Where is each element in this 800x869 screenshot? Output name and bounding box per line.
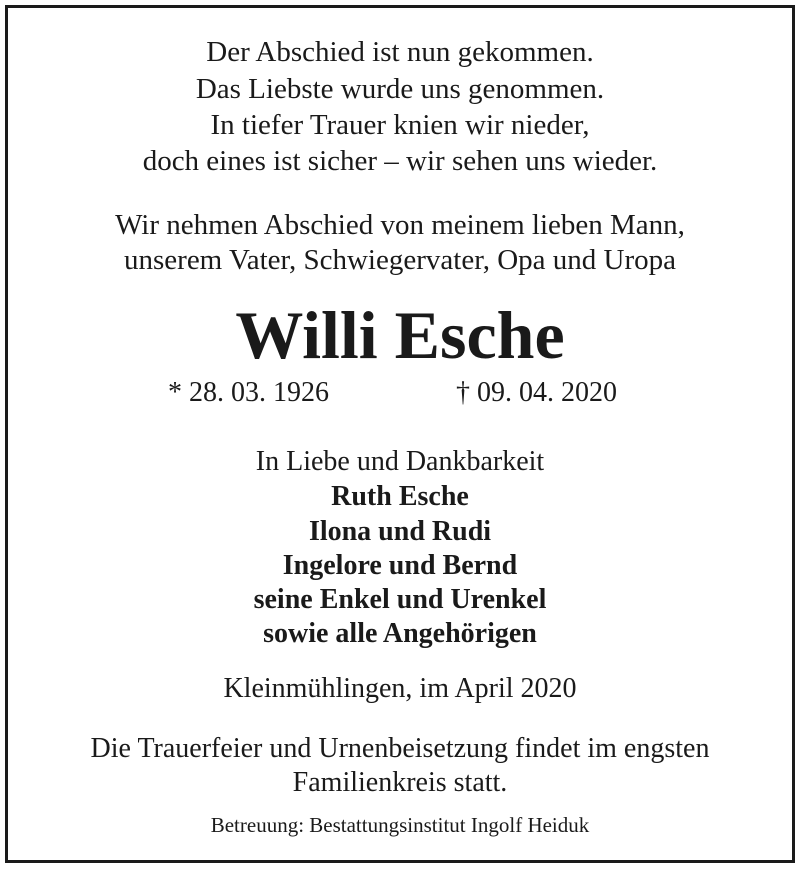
verse-line-3: In tiefer Trauer knien wir nieder, [210, 109, 590, 141]
mourner-2: Ilona und Rudi [308, 516, 492, 547]
intro-line-1: Wir nehmen Abschied von meinem lieben Mann, [115, 209, 685, 241]
place-and-date: Kleinmühlingen, im April 2020 [223, 673, 577, 704]
verse-line-4: doch eines ist sicher – wir sehen uns wieder. [142, 145, 658, 177]
mourner-5: sowie alle Angehörigen [263, 618, 537, 649]
mourner-4: seine Enkel und Urenkel [253, 584, 547, 615]
birth-date: * 28. 03. 1926 [168, 377, 329, 408]
death-date: † 09. 04. 2020 [456, 377, 617, 408]
intro-line-2: unserem Vater, Schwiegervater, Opa und Uropa [124, 244, 676, 276]
verse-line-1: Der Abschied ist nun gekommen. [206, 36, 594, 68]
obituary-frame [5, 5, 795, 863]
mourners-heading: In Liebe und Dankbarkeit [255, 446, 545, 477]
verse-line-2: Das Liebste wurde uns genommen. [195, 73, 605, 105]
funeral-notice-line-2: Familienkreis statt. [292, 767, 508, 798]
mourner-1: Ruth Esche [331, 481, 469, 512]
deceased-name: Willi Esche [235, 297, 565, 373]
funeral-care-credit: Betreuung: Bestattungsinstitut Ingolf Heiduk [210, 813, 590, 837]
mourner-3: Ingelore und Bernd [282, 550, 518, 581]
funeral-notice-line-1: Die Trauerfeier und Urnenbeisetzung findet im engsten [90, 733, 710, 764]
